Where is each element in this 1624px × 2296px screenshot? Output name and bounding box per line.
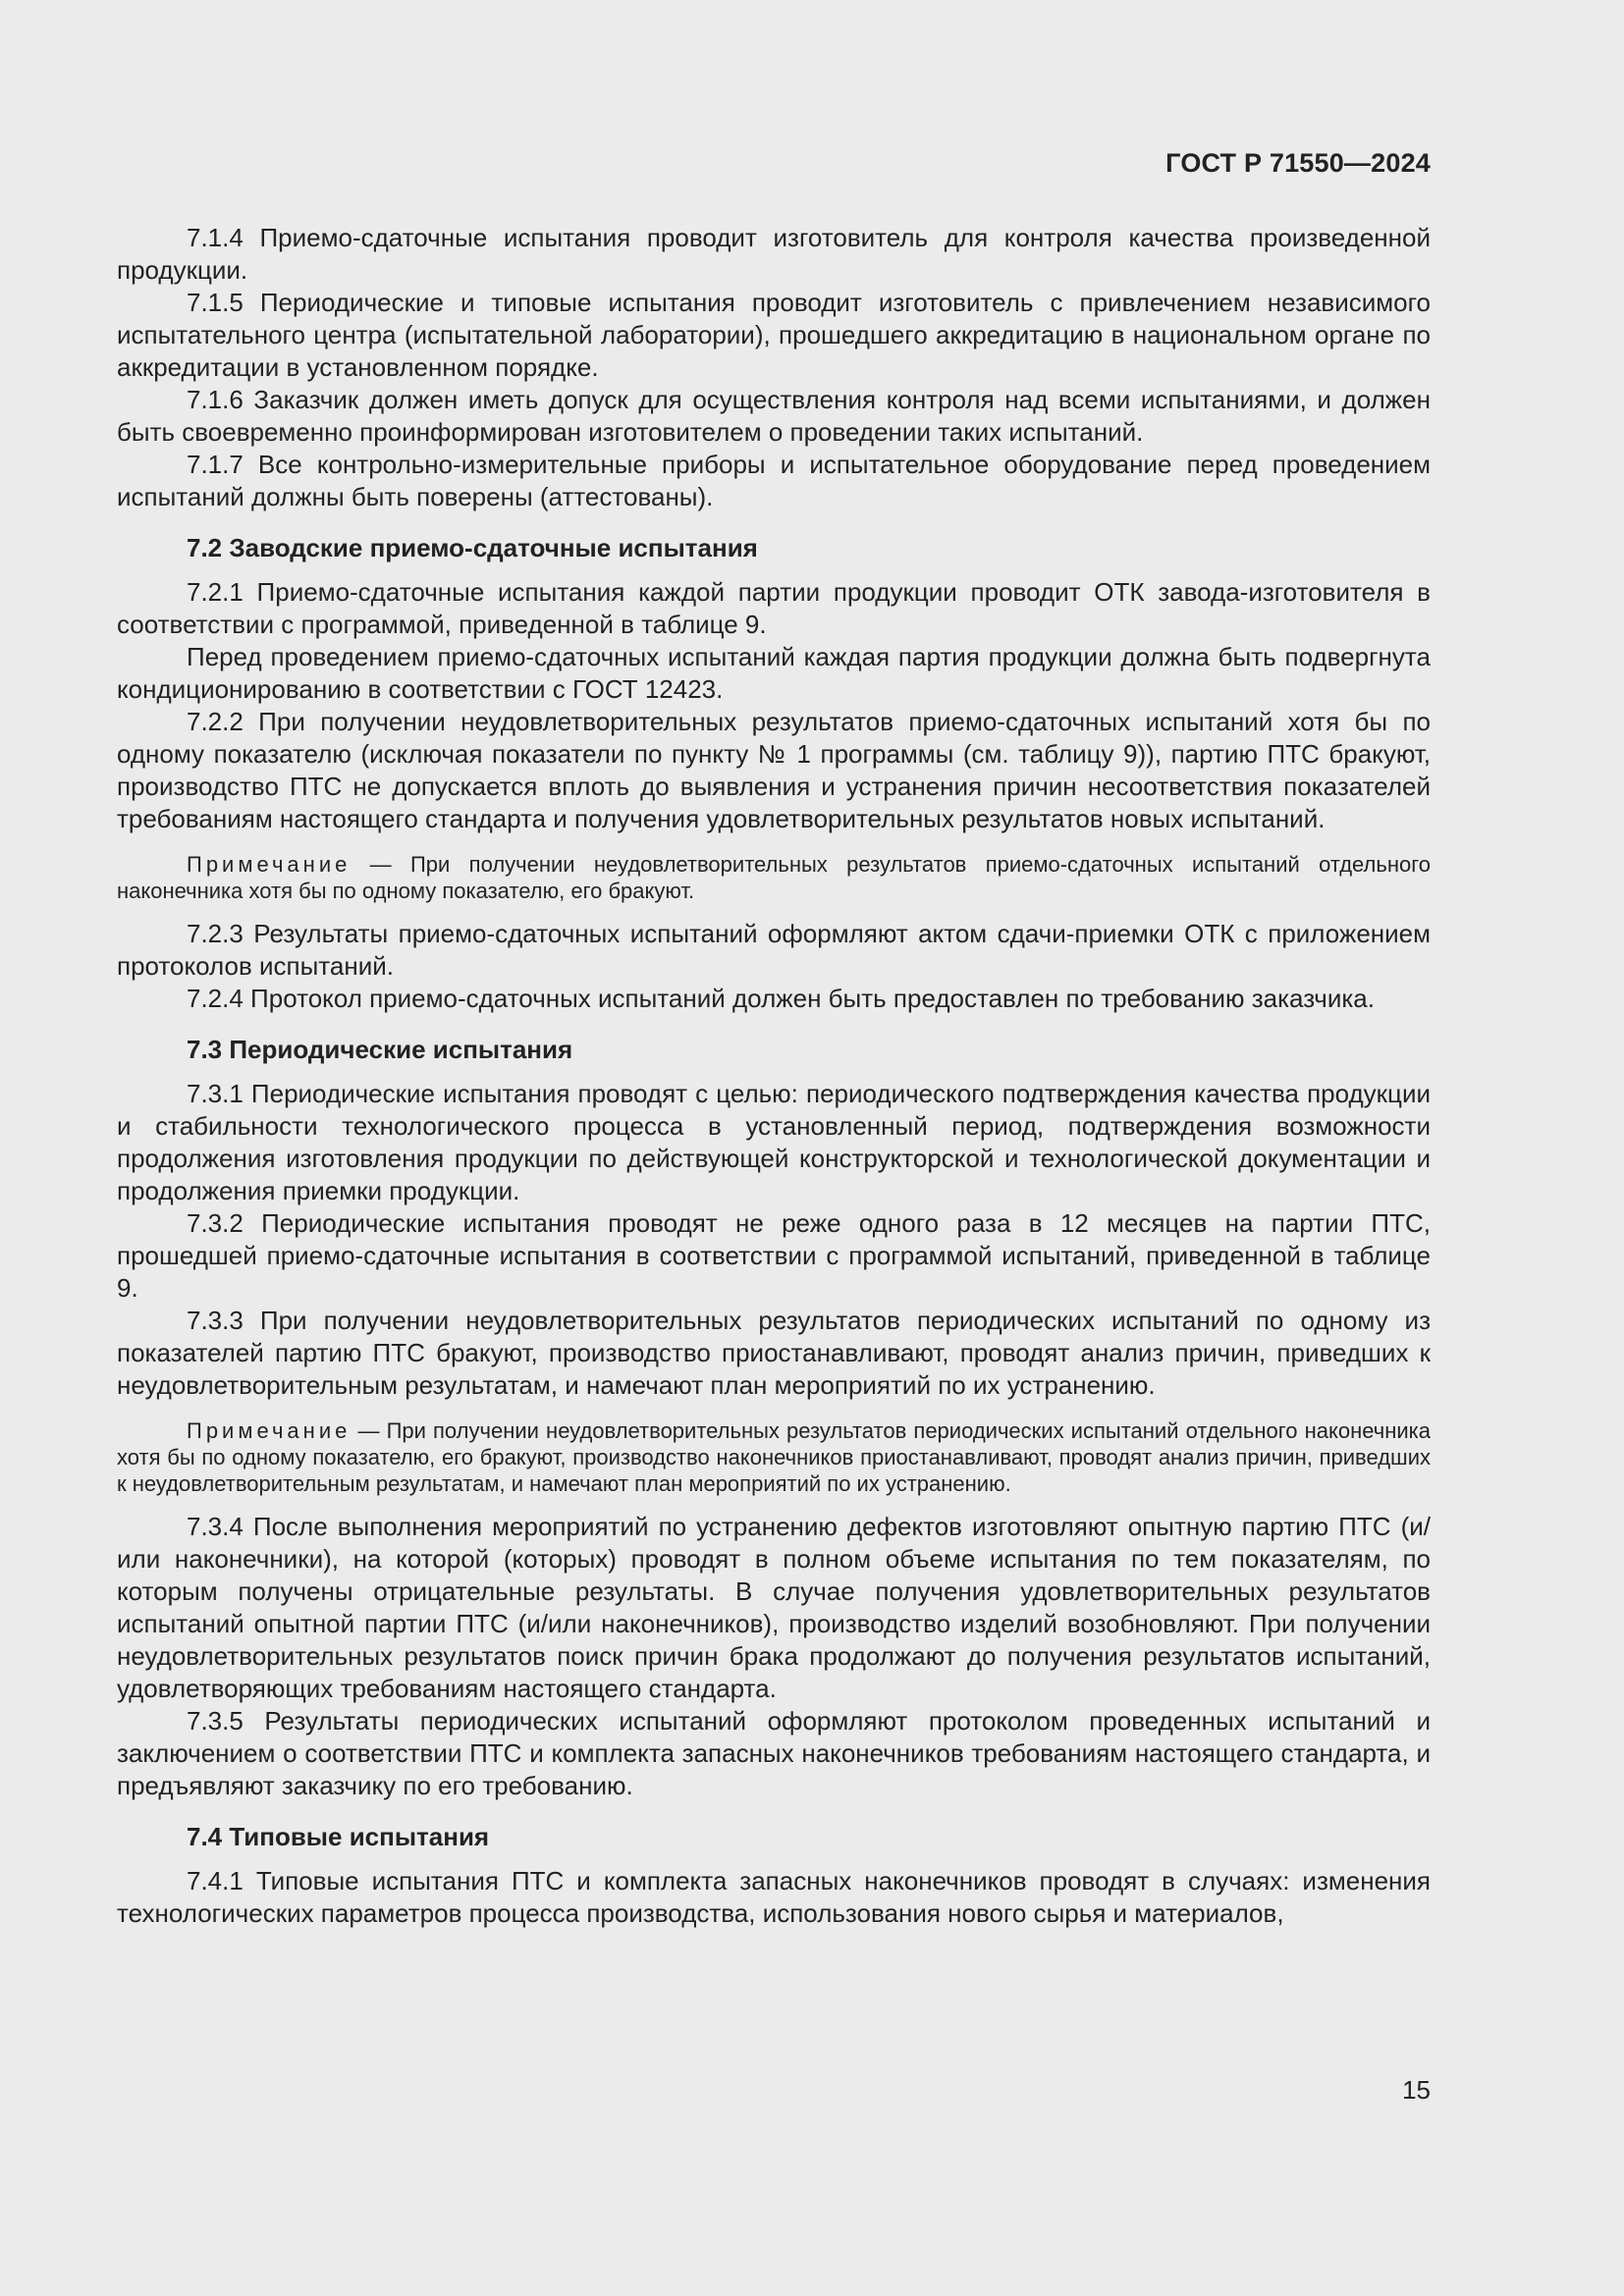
document-page xyxy=(117,0,1431,2296)
note-label: Примечание xyxy=(187,1418,352,1443)
section-heading-7-4: 7.4 Типовые испытания xyxy=(187,1822,490,1851)
paragraph-7-3-1: 7.3.1 Периодические испытания проводят с целью: периодического подтверждения качества продукции и стабильности технологического процесса в установленный период, подтверждения возможности продолжения изготовления продукции по действующей конструкторской и технологической документации и продолжения приемки продукции. xyxy=(117,1079,1431,1205)
note-7-3 xyxy=(117,1417,1431,1497)
paragraph-7-2-2: 7.2.2 При получении неудовлетворительных результатов приемо-сдаточных испытаний хотя бы по одному показателю (исключая показатели по пункту № 1 программы (см. таблицу 9)), партию ПТС бракуют, производство ПТС не допускается вплоть до выявления и устранения причин несоответствия показателей требованиям настоящего стандарта и получения удовлетворительных результатов новых испытаний. xyxy=(117,707,1431,833)
section-heading-7-3: 7.3 Периодические испытания xyxy=(187,1035,573,1064)
paragraph-7-1-6: 7.1.6 Заказчик должен иметь допуск для осуществления контроля над всеми испытаниями, и должен быть своевременно проинформирован изготовителем о проведении таких испытаний. xyxy=(117,385,1431,447)
paragraph-7-3-4: 7.3.4 После выполнения мероприятий по устранению дефектов изготовляют опытную партию ПТС (и/или наконечники), на которой (которых) проводят в полном объеме испытания по тем показателям, по которым получены отрицательные результаты. В случае получения удовлетворительных результатов испытаний опытной партии ПТС (и/или наконечников), производство изделий возобновляют. При получении неудовлетворительных результатов поиск причин брака продолжают до получения результатов испытаний, удовлетворяющих требованиям настоящего стандарта. xyxy=(117,1512,1431,1703)
paragraph-7-1-4: 7.1.4 Приемо-сдаточные испытания проводит изготовитель для контроля качества произведенной продукции. xyxy=(117,223,1431,285)
paragraph-7-4-1: 7.4.1 Типовые испытания ПТС и комплекта запасных наконечников проводят в случаях: изменения технологических параметров процесса производства, использования нового сырья и материалов, xyxy=(117,1866,1431,1928)
paragraph-7-3-2: 7.3.2 Периодические испытания проводят не реже одного раза в 12 месяцев на партии ПТС, прошедшей приемо-сдаточные испытания в соответствии с программой испытаний, приведенной в таблице 9. xyxy=(117,1208,1431,1303)
paragraph-7-3-5: 7.3.5 Результаты периодических испытаний оформляют протоколом проведенных испытаний и заключением о соответствии ПТС и комплекта запасных наконечников требованиям настоящего стандарта, и предъявляют заказчику по его требованию. xyxy=(117,1706,1431,1800)
paragraph-7-2-1-conditioning: Перед проведением приемо-сдаточных испытаний каждая партия продукции должна быть подвергнута кондиционированию в соответствии с ГОСТ 12423. xyxy=(117,642,1431,704)
paragraph-7-3-3: 7.3.3 При получении неудовлетворительных результатов периодических испытаний по одному из показателей партию ПТС бракуют, производство приостанавливают, проводят анализ причин, приведших к неудовлетворительным результатам, и намечают план мероприятий по их устранению. xyxy=(117,1306,1431,1400)
paragraph-7-2-3: 7.2.3 Результаты приемо-сдаточных испытаний оформляют актом сдачи-приемки ОТК с приложением протоколов испытаний. xyxy=(117,919,1431,981)
paragraph-7-2-4: 7.2.4 Протокол приемо-сдаточных испытаний должен быть предоставлен по требованию заказчика. xyxy=(187,984,1375,1013)
paragraph-7-2-1: 7.2.1 Приемо-сдаточные испытания каждой партии продукции проводит ОТК завода-изготовителя в соответствии с программой, приведенной в таблице 9. xyxy=(117,577,1431,639)
page-number: 15 xyxy=(1402,2075,1431,2105)
note-7-2 xyxy=(117,851,1431,904)
note-text: — При получении неудовлетворительных результатов периодических испытаний отдельного наконечника хотя бы по одному показателю, его бракуют, производство наконечников приостанавливают, проводят анализ причин, приведших к неудовлетворительным результатам, и намечают план мероприятий по их устранению. xyxy=(117,1418,1431,1496)
document-code-header: ГОСТ Р 71550—2024 xyxy=(1165,148,1431,178)
note-label: Примечание xyxy=(187,852,352,877)
paragraph-7-1-7: 7.1.7 Все контрольно-измерительные приборы и испытательное оборудование перед проведением испытаний должны быть поверены (аттестованы). xyxy=(117,450,1431,511)
document-body xyxy=(117,222,1431,1930)
paragraph-7-1-5: 7.1.5 Периодические и типовые испытания проводит изготовитель с привлечением независимого испытательного центра (испытательной лаборатории), прошедшего аккредитацию в национальном органе по аккредитации в установленном порядке. xyxy=(117,288,1431,382)
note-text: — При получении неудовлетворительных результатов приемо-сдаточных испытаний отдельного наконечника хотя бы по одному показателю, его бракуют. xyxy=(117,852,1431,903)
section-heading-7-2: 7.2 Заводские приемо-сдаточные испытания xyxy=(187,533,758,562)
